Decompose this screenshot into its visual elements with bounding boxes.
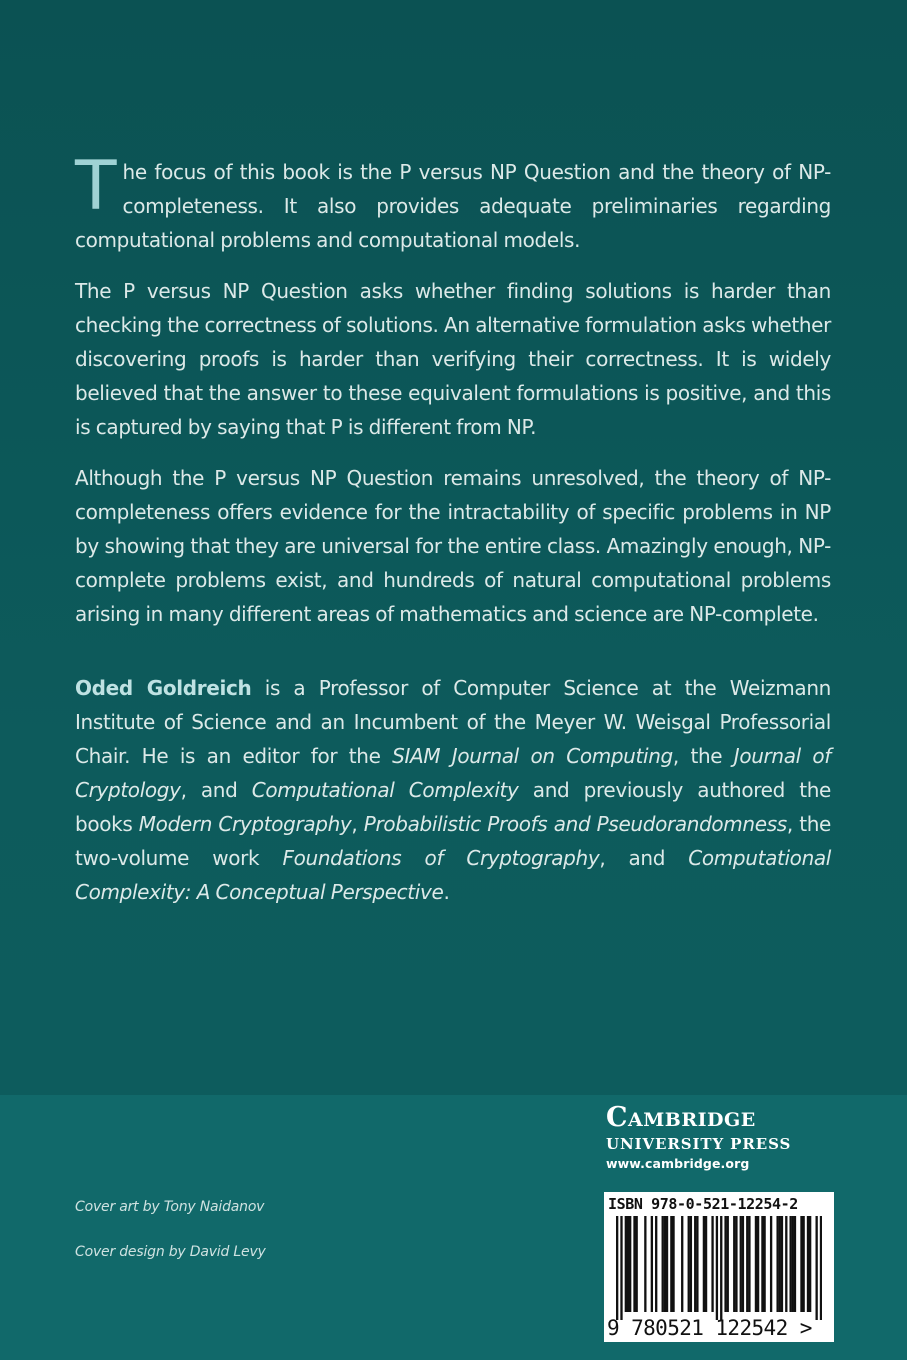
bio-title-cryptology: Journal of Cryptology bbox=[75, 744, 832, 802]
barcode-bar bbox=[770, 1216, 772, 1312]
barcode-bar bbox=[625, 1216, 627, 1312]
cover-design-credit: Cover design by David Levy bbox=[75, 1244, 266, 1260]
barcode-bar bbox=[757, 1216, 759, 1312]
bio-text: . bbox=[443, 880, 450, 904]
barcode-bar bbox=[785, 1216, 787, 1312]
blurb-paragraph-2: The P versus NP Question asks whether finding solutions is harder than checking the correctness of solutions. An alternative formulation asks whether discovering proofs is harder than verifying their correctness. It is widely believed that the answer to these equivalent formulations is positive, and this is captured by saying that P is different from NP. bbox=[75, 279, 831, 439]
cover-art-credit: Cover art by Tony Naidanov bbox=[75, 1199, 265, 1215]
publisher-name: Cambridge bbox=[606, 1102, 756, 1133]
barcode-bar bbox=[748, 1216, 750, 1312]
barcode-bar bbox=[807, 1216, 809, 1312]
publisher-url: www.cambridge.org bbox=[606, 1156, 750, 1171]
bio-text: is a Professor of Computer Science at the Weizmann Institute of Science and an Incumbent of the Meyer W. Weisgal Professorial Chair. He is an editor for the bbox=[75, 676, 831, 768]
barcode-bar bbox=[809, 1216, 811, 1312]
barcode-bar bbox=[763, 1216, 765, 1312]
barcode-bar bbox=[800, 1216, 802, 1312]
blurb-paragraph-1-text: he focus of this book is the P versus NP Question and the theory of NP-completeness. It also provides adequate preliminaries regarding computational problems and computational models. bbox=[75, 160, 831, 252]
barcode-bar bbox=[779, 1216, 781, 1312]
bio-title-siam: SIAM Journal on Computing bbox=[392, 744, 673, 768]
barcode-bar bbox=[820, 1216, 822, 1320]
publisher-logo bbox=[606, 1102, 832, 1174]
barcode-bar bbox=[794, 1216, 796, 1312]
barcode-bar bbox=[662, 1216, 664, 1312]
drop-cap: T bbox=[75, 147, 117, 226]
barcode-bar bbox=[724, 1216, 726, 1312]
isbn-label: ISBN 978-0-521-12254-2 bbox=[608, 1195, 798, 1213]
author-name: Oded Goldreich bbox=[75, 676, 252, 700]
barcode-bar bbox=[815, 1216, 817, 1320]
barcode-bar bbox=[633, 1216, 635, 1312]
barcode-bar bbox=[670, 1216, 672, 1312]
barcode-bar bbox=[733, 1216, 735, 1312]
barcode-bar bbox=[735, 1216, 737, 1312]
barcode-bar bbox=[740, 1216, 742, 1312]
barcode-bar bbox=[694, 1216, 696, 1312]
barcode-bar bbox=[711, 1216, 713, 1312]
bio-title-conceptual-perspective: Computational Complexity: A Conceptual Perspective bbox=[75, 846, 832, 904]
barcode-bar bbox=[746, 1216, 748, 1312]
bio-text: , the bbox=[672, 744, 734, 768]
barcode-bar bbox=[755, 1216, 757, 1312]
barcode-bar bbox=[776, 1216, 778, 1312]
barcode-bar bbox=[720, 1216, 722, 1320]
barcode-bar bbox=[781, 1216, 783, 1312]
publisher-subtitle: UNIVERSITY PRESS bbox=[606, 1135, 792, 1153]
barcode-digits: 9 780521 122542 > bbox=[607, 1316, 812, 1340]
barcode-bar bbox=[644, 1216, 646, 1312]
barcode-bar bbox=[627, 1216, 629, 1312]
barcode-bar bbox=[616, 1216, 618, 1320]
barcode-bar bbox=[789, 1216, 791, 1312]
barcode-bar bbox=[620, 1216, 622, 1320]
barcode-bar bbox=[742, 1216, 744, 1312]
bio-title-foundations: Foundations of Cryptography bbox=[282, 846, 600, 870]
barcode-bar bbox=[629, 1216, 631, 1312]
blurb bbox=[75, 147, 832, 926]
barcode-bar bbox=[705, 1216, 707, 1312]
bio-text: , bbox=[351, 812, 364, 836]
barcode-bar bbox=[651, 1216, 653, 1312]
barcode-bars bbox=[616, 1216, 822, 1320]
barcode-bar bbox=[672, 1216, 674, 1312]
barcode-bar bbox=[636, 1216, 638, 1312]
barcode-bar bbox=[666, 1216, 668, 1312]
barcode-bar bbox=[681, 1216, 683, 1312]
barcode-bar bbox=[688, 1216, 690, 1312]
barcode-bar bbox=[696, 1216, 698, 1312]
barcode-bar bbox=[664, 1216, 666, 1312]
bio-text: , and bbox=[599, 846, 689, 870]
cover-credits bbox=[75, 1196, 266, 1286]
barcode-bar bbox=[802, 1216, 804, 1312]
bio-title-probabilistic-proofs: Probabilistic Proofs and Pseudorandomness bbox=[363, 812, 787, 836]
barcode-bar bbox=[727, 1216, 729, 1312]
bio-text: , and bbox=[180, 778, 252, 802]
barcode-bar bbox=[703, 1216, 705, 1312]
barcode-bar bbox=[761, 1216, 763, 1312]
blurb-paragraph-1 bbox=[75, 147, 831, 257]
blurb-paragraph-3: Although the P versus NP Question remains unresolved, the theory of NP-completeness offers evidence for the intractability of specific problems in NP by showing that they are universal for the entire class. Amazingly enough, NP-complete problems exist, and hundreds of natural computational problems arising in many different areas of mathematics and science are NP-complete. bbox=[75, 466, 831, 626]
barcode-bar bbox=[792, 1216, 794, 1312]
barcode-bar bbox=[690, 1216, 692, 1312]
barcode-bar bbox=[716, 1216, 718, 1320]
bio-title-complexity-journal: Computational Complexity bbox=[251, 778, 519, 802]
isbn-barcode bbox=[604, 1192, 834, 1342]
barcode-bar bbox=[655, 1216, 657, 1312]
author-bio bbox=[75, 671, 831, 909]
bio-text: and previously authored the books bbox=[75, 778, 831, 836]
bio-title-modern-cryptography: Modern Cryptography bbox=[138, 812, 352, 836]
bio-text: , the two-volume work bbox=[75, 812, 831, 870]
